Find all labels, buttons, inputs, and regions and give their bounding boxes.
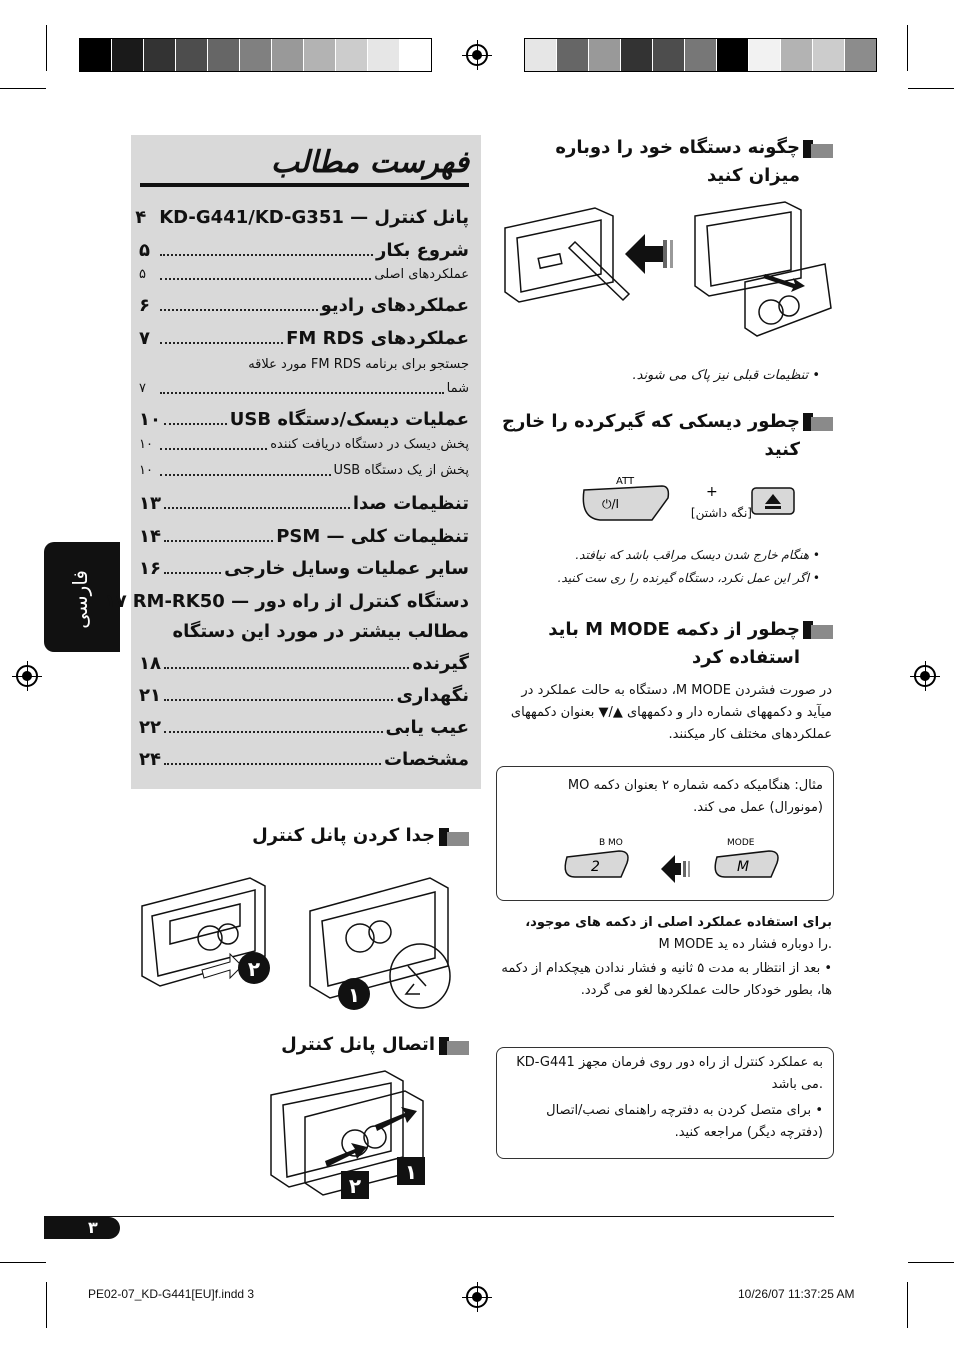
svg-text:MODE: MODE (727, 838, 755, 848)
timeout-note: • بعد از انتظار به مدت ۵ ثانیه و فشار ندادن هیچکدام از دکمه ها، بطور خودکار حالت عملکردها لغو می گردد. (501, 961, 832, 998)
toc-row (139, 240, 469, 261)
page-number-tab (44, 1217, 120, 1239)
detach-heading: جدا کردن پانل کنترل (252, 825, 435, 846)
reset-note: • تنظیمات قبلی نیز پاک می شوند. (632, 368, 820, 383)
toc-title: فهرست مطالب (270, 145, 469, 180)
section-marker-icon (803, 413, 833, 431)
step-1-label: ۱ (347, 983, 361, 1007)
crop-mark (46, 1282, 47, 1328)
toc-row (139, 295, 469, 316)
step-2-label: ۲ (247, 957, 261, 981)
language-tab-label: فارسی (68, 570, 92, 629)
toc-row (139, 357, 469, 372)
toc-entry-title: دستگاه کنترل از راه دور — RM-RK50 (132, 591, 469, 612)
remote-info-line1: KD-G441 به عملکرد کنترل از راه دور روی فرمان مجهز می باشد. (516, 1055, 823, 1092)
svg-text:⏻/I: ⏻/I (602, 497, 620, 511)
toc-leader-dots (164, 507, 350, 509)
toc-entry-page: ۲۱ (139, 685, 161, 706)
toc-entry-title: جستجو برای برنامه FM RDS مورد علاقه (248, 357, 469, 372)
toc-leader-dots (160, 342, 283, 344)
crop-mark (0, 88, 46, 89)
toc-entry-page: ۶ (139, 295, 150, 316)
svg-text:۱: ۱ (404, 1160, 418, 1184)
section-marker-icon (803, 621, 833, 639)
toc-row (139, 409, 469, 430)
toc-entry-page: ۵ (139, 267, 146, 282)
toc-entry-title: گیرنده (412, 653, 469, 674)
toc-leader-dots (164, 667, 409, 669)
toc-entry-title: پانل کنترل — KD-G441/KD-G351 (159, 207, 469, 228)
toc-leader-dots (164, 763, 381, 765)
page-number: ۳ (88, 1218, 98, 1237)
reuse-text: M MODE را دوباره فشار ده ید. (658, 937, 832, 952)
svg-text:M: M (737, 859, 750, 875)
footer-rule (44, 1216, 834, 1217)
toc-entry-page: ۱۶ (139, 558, 161, 579)
toc-row (139, 526, 469, 547)
toc-entry-title: پخش دیسک در دستگاه دریافت کننده (270, 437, 469, 452)
attach-heading: اتصال پانل کنترل (281, 1034, 435, 1055)
toc-leader-dots (160, 254, 373, 256)
toc-entry-page: ۱۳ (139, 493, 161, 514)
section-marker-icon (439, 1037, 469, 1055)
toc-leader-dots (160, 309, 318, 311)
section-marker-icon (439, 828, 469, 846)
crop-mark (907, 1282, 908, 1328)
toc-entry-page: ۵ (139, 240, 150, 261)
toc-entry-page: ۴ (135, 207, 147, 228)
remote-info-line2: • برای متصل کردن به دفترچه راهنمای نصب/اتصال (دفترچه دیگر) مراجعه کنید. (546, 1103, 823, 1140)
mode-buttons-illustration (557, 833, 787, 889)
toc-row (139, 493, 469, 514)
toc-leader-dots (164, 423, 227, 425)
toc-entry-page: ۱۰ (139, 463, 153, 478)
toc-entry-page: ۱۴ (139, 526, 161, 547)
toc-row (139, 267, 469, 282)
toc-row (139, 381, 469, 396)
svg-text:۲: ۲ (348, 1174, 362, 1198)
eject-heading: چطور دیسکی که گیرکرده را خارج کنید (501, 411, 800, 460)
toc-title-rule (140, 183, 469, 187)
toc-leader-dots (160, 278, 371, 280)
toc-entry-title: پخش از یک دستگاه USB (333, 463, 469, 478)
toc-leader-dots (160, 448, 267, 450)
crop-mark (0, 1262, 46, 1263)
example-box (496, 766, 834, 901)
attach-illustration (265, 1065, 435, 1205)
toc-leader-dots (160, 474, 331, 476)
color-bar-left (79, 38, 432, 72)
toc-entry-page: ۷ (139, 381, 146, 396)
toc-leader-dots (160, 392, 444, 394)
crop-mark (907, 25, 908, 71)
section-marker-icon (803, 140, 833, 158)
crop-mark (908, 1262, 954, 1263)
footer-file: PE02-07_KD-G441[EU]f.indd 3 (88, 1287, 255, 1301)
toc-leader-dots (164, 699, 393, 701)
toc-leader-dots (164, 731, 383, 733)
remote-info-box (496, 1047, 834, 1159)
toc-row (139, 653, 469, 674)
toc-leader-dots (164, 540, 273, 542)
toc-entry-title: عملکردهای FM RDS (286, 328, 469, 349)
toc-entry-page: ۱۰ (139, 437, 153, 452)
toc-entry-title: شما (446, 381, 469, 396)
toc-row (104, 591, 469, 612)
svg-text:B MO: B MO (599, 838, 623, 848)
example-text: مثال: هنگامیکه دکمه شماره ۲ بعنوان دکمه MO (مونورال) عمل می کند. (567, 778, 823, 815)
toc-entry-title: تنظیمات کلی — PSM (276, 526, 469, 547)
eject-note-2: • اگر این عمل نکرد، دستگاه گیرنده را ری ست کنید. (557, 571, 820, 585)
toc-row (139, 437, 469, 452)
footer-datetime: 10/26/07 11:37:25 AM (738, 1287, 855, 1301)
registration-mark-icon (914, 665, 936, 687)
mmode-heading: چطور از دکمه M MODE باید استفاده کرد (548, 619, 800, 668)
toc-entry-title: سایر عملیات وسایل خارجی (224, 558, 469, 579)
toc-entry-title: مطالب بیشتر در مورد این دستگاه (172, 621, 469, 642)
svg-text:+: + (706, 484, 718, 500)
registration-mark-icon (466, 1286, 488, 1308)
detach-illustration (130, 866, 470, 1016)
toc-entry-page: ۷ (139, 328, 150, 349)
toc-entry-title: شروع بکار (376, 240, 469, 261)
toc-entry-title: نگهداری (396, 685, 469, 706)
toc-row (139, 717, 469, 738)
toc-entry-title: عملکردهای رادیو (320, 295, 469, 316)
reset-heading: چگونه دستگاه خود را دوباره میزان کنید (555, 137, 800, 186)
toc-entry-title: عملکردهای اصلی (374, 267, 469, 282)
toc-entry-title: عیب یابی (385, 717, 469, 738)
toc-row (139, 463, 469, 478)
toc-leader-dots (164, 572, 221, 574)
toc-entry-page: ۱۰ (139, 409, 161, 430)
toc-row (139, 558, 469, 579)
toc-entry-page: ۱۸ (139, 653, 161, 674)
toc-entry-page: ۲۴ (139, 749, 161, 770)
hold-label: [نگه داشتن] (690, 506, 752, 520)
toc-entry-title: تنظیمات صدا (352, 493, 469, 514)
toc-entry-page: ۲۲ (139, 717, 161, 738)
eject-note-1: • هنگام خارج شدن دیسک مراقب باشد که نیافتد. (575, 548, 820, 562)
toc-entry-page: ۱۷ (104, 591, 127, 612)
toc-row (139, 685, 469, 706)
toc-entry-title: عملیات دیسک/دستگاه USB (229, 409, 469, 430)
reset-illustration (495, 198, 835, 348)
crop-mark (908, 88, 954, 89)
toc-row (139, 749, 469, 770)
mmode-body: در صورت فشردن M MODE، دستگاه به حالت عملکرد در میآید و دکمههای شماره دار و دکمههای ▲/▼ بعنوان دکمههای عملکردهای مختلف کار میکنند. (510, 683, 832, 742)
toc-entry-title: مشخصات (383, 749, 469, 770)
crop-mark (46, 25, 47, 71)
svg-text:2: 2 (591, 859, 600, 875)
toc-row (139, 621, 469, 642)
registration-mark-icon (466, 44, 488, 66)
table-of-contents (104, 135, 481, 789)
reuse-heading: برای استفاده عملکرد اصلی از دکمه های موجود، (525, 915, 832, 930)
color-bar-right (524, 38, 877, 72)
svg-text:ATT: ATT (616, 476, 635, 487)
toc-row (139, 328, 469, 349)
toc-row (135, 207, 469, 228)
registration-mark-icon (16, 665, 38, 687)
